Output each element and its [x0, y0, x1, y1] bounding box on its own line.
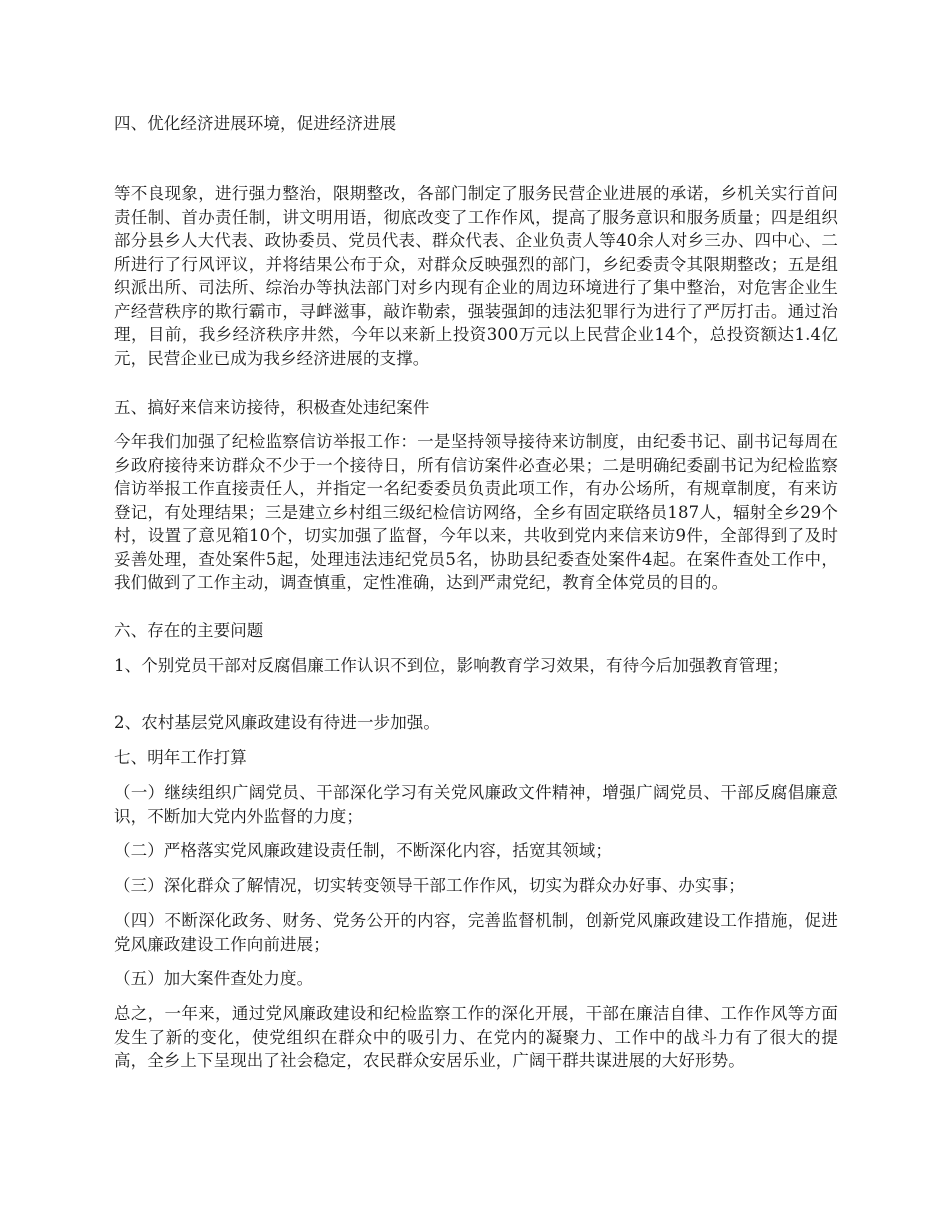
- plan-item-1: （一）继续组织广阔党员、干部深化学习有关党风廉政文件精神，增强广阔党员、干部反腐倡廉意识，不断加大党内外监督的力度；: [114, 783, 838, 826]
- issue-item-1: 1、个别党员干部对反腐倡廉工作认识不到位，影响教育学习效果，有待今后加强教育管理；: [114, 656, 789, 675]
- plan-item-4: （四）不断深化政务、财务、党务公开的内容，完善监督机制，创新党风廉政建设工作措施，促进党风廉政建设工作向前进展；: [114, 911, 838, 954]
- plan-item-5: （五）加大案件查处力度。: [114, 969, 314, 988]
- issue-item-2: 2、农村基层党风廉政建设有待进一步加强。: [114, 713, 440, 732]
- body-paragraph-4: 等不良现象，进行强力整治，限期整改，各部门制定了服务民营企业进展的承诺，乡机关实行首问责任制、首办责任制，讲文明用语，彻底改变了工作作风，提高了服务意识和服务质量；四是组织部分县乡人大代表、政协委员、党员代表、群众代表、企业负责人等40余人对乡三办、四中心、二所进行了行风评议，并将结果公布于众，对群众反映强烈的部门，乡纪委责令其限期整改；五是组织派出所、司法所、综治办等执法部门对乡内现有企业的周边环境进行了集中整治，对危害企业生产经营秩序的欺行霸市，寻衅滋事，敲诈勒索，强装强卸的违法犯罪行为进行了严厉打击。通过治理，目前，我乡经济秩序井然，今年以来新上投资300万元以上民营企业14个，总投资额达1.4亿元，民营企业已成为我乡经济进展的支撑。: [114, 184, 838, 368]
- document-page: [114, 0, 838, 1230]
- section-heading-5: 五、搞好来信来访接待，积极查处违纪案件: [114, 398, 430, 417]
- body-paragraph-5: 今年我们加强了纪检监察信访举报工作：一是坚持领导接待来访制度，由纪委书记、副书记每周在乡政府接待来访群众不少于一个接待日，所有信访案件必查必果；二是明确纪委副书记为纪检监察信访举报工作直接责任人，并指定一名纪委委员负责此项工作，有办公场所，有规章制度，有来访登记，有处理结果；三是建立乡村组三级纪检信访网络，全乡有固定联络员187人，辐射全乡29个村，设置了意见箱10个，切实加强了监督，今年以来，共收到党内来信来访9件，全部得到了及时妥善处理，查处案件5起，处理违法违纪党员5名，协助县纪委查处案件4起。在案件查处工作中，我们做到了工作主动，调查慎重，定性准确，达到严肃党纪，教育全体党员的目的。: [114, 432, 838, 592]
- section-heading-7: 七、明年工作打算: [114, 748, 247, 767]
- conclusion-paragraph: 总之，一年来，通过党风廉政建设和纪检监察工作的深化开展，干部在廉洁自律、工作作风等方面发生了新的变化，使党组织在群众中的吸引力、在党内的凝聚力、工作中的战斗力有了很大的提高，全乡上下呈现出了社会稳定，农民群众安居乐业，广阔干群共谋进展的大好形势。: [114, 1004, 838, 1070]
- plan-item-2: （二）严格落实党风廉政建设责任制，不断深化内容，括宽其领域；: [114, 841, 612, 860]
- section-heading-6: 六、存在的主要问题: [114, 621, 264, 640]
- plan-item-3: （三）深化群众了解情况，切实转变领导干部工作作风，切实为群众办好事、办实事；: [114, 876, 745, 895]
- section-heading-4: 四、优化经济进展环境，促进经济进展: [114, 114, 397, 133]
